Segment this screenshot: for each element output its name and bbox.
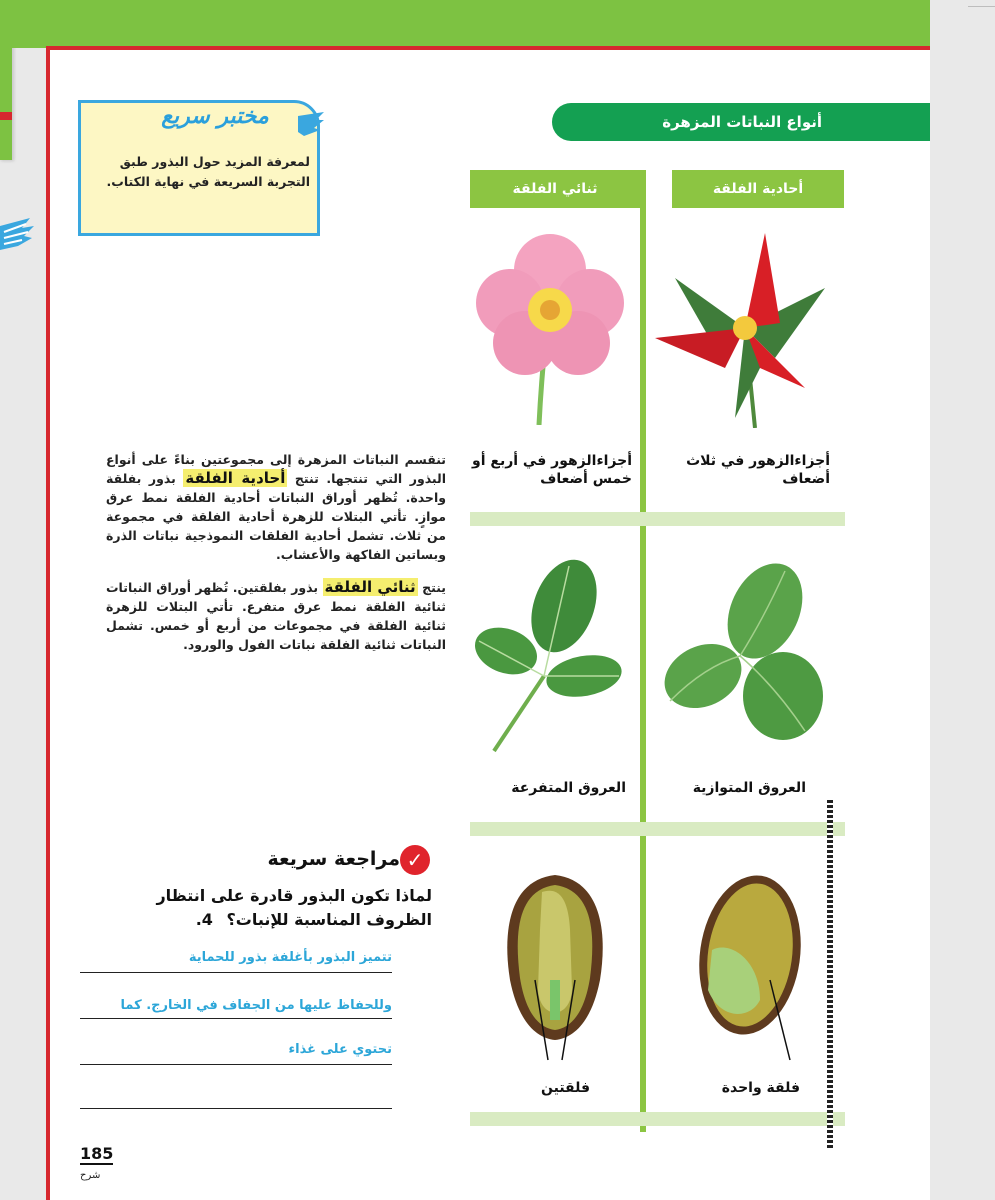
page-number: 185 [80, 1144, 114, 1163]
quick-lab-text: لمعرفة المزيد حول البذور طبق التجربة السريعة في نهاية الكتاب. [106, 154, 310, 189]
branched-leaf-icon [474, 556, 634, 756]
paragraph-monocot [106, 450, 446, 564]
section-header: أنواع النباتات المزهرة [552, 103, 930, 141]
left-red-strip [0, 112, 12, 120]
flower-monocot-text: أجزاءالزهور في ثلاث أضعاف [686, 453, 830, 487]
term-dicot: ثنائي الفلقة [324, 578, 416, 596]
top-green-band [0, 0, 930, 48]
quick-lab-title: مختبر سريع [161, 104, 269, 129]
table-row-band-1 [470, 512, 845, 526]
seed-monocot-text: فلقة واحدة [721, 1080, 800, 1096]
leaf-dicot-text: العروق المتفرعة [511, 780, 626, 796]
parallel-leaf-icon [655, 556, 835, 756]
window-divider [968, 6, 995, 7]
answer-line-4 [80, 1108, 392, 1109]
page-subtitle: شرح [80, 1170, 101, 1181]
answer-line-3-text: تحتوي على غذاء [288, 1042, 392, 1057]
pink-flower-icon [475, 225, 635, 425]
table-row-band-2 [470, 822, 845, 836]
question-text: لماذا تكون البذور قادرة على انتظار الظروف المناسبة للإنبات؟ [156, 886, 432, 929]
table-divider-right [643, 170, 646, 1132]
red-flower-icon [655, 228, 835, 428]
col-header-dicot: ثنائي الفلقة [470, 170, 640, 208]
answer-line-1-text: تتميز البذور بأغلفة بذور للحماية [188, 950, 392, 965]
term-monocot: أحادية الفلقة [185, 469, 286, 487]
answer-line-3 [80, 1064, 392, 1065]
left-green-strip [0, 48, 12, 160]
answer-line-2 [80, 1018, 392, 1019]
question-number: 4. [195, 910, 213, 929]
paragraph-1-end: بذور بفلقة واحدة. تُظهر أوراق النباتات أحادية الفلقة نمط عرق موازٍ. تأتي البتلات للزهرة أحادية الفلقة في مجموعة من ثلاث. تشمل أحادية الفلقات النموذجية نباتات الذرة وبساتين الفاكهة والأعشاب. [106, 471, 446, 562]
paragraph-2-end: بذور بفلقتين. تُظهر أوراق النباتات ثنائية الفلقة نمط عرق متفرع. تأتي البتلات للزهرة ثنائية الفلقة في مجموعات من أربع أو خمس. تشمل النباتات ثنائية الفلقة نباتات الفول والورود. [106, 580, 446, 652]
paragraph-dicot [106, 578, 446, 654]
review-title: مراجعة سريعة [267, 848, 400, 870]
leaf-monocot-text: العروق المتوازية [692, 780, 806, 796]
review-question [92, 884, 432, 932]
dicot-seed-icon [500, 870, 610, 1070]
answer-line-1 [80, 972, 392, 973]
monocot-seed-icon [690, 870, 810, 1070]
paragraph-2-start: ينتج [422, 580, 446, 595]
table-row-band-3 [470, 1112, 845, 1126]
vertical-credit-strip [820, 800, 840, 1150]
body-text [106, 450, 446, 654]
seed-dicot-text: فلقتين [541, 1080, 590, 1096]
check-icon: ✓ [400, 845, 430, 875]
answer-line-2-text: وللحفاظ عليها من الجفاف في الخارج. كما [120, 998, 392, 1013]
col-header-monocot: أحادية الفلقة [672, 170, 844, 208]
paragraph-1-start: تنقسم النباتات المزهرة إلى مجموعتين بناءً على أنواع البذور التي تنتجها. تنتج [106, 452, 447, 486]
flower-dicot-text: أجزاءالزهور في أربع أو خمس أضعاف [472, 453, 632, 487]
blue-wing-icon [0, 214, 36, 264]
